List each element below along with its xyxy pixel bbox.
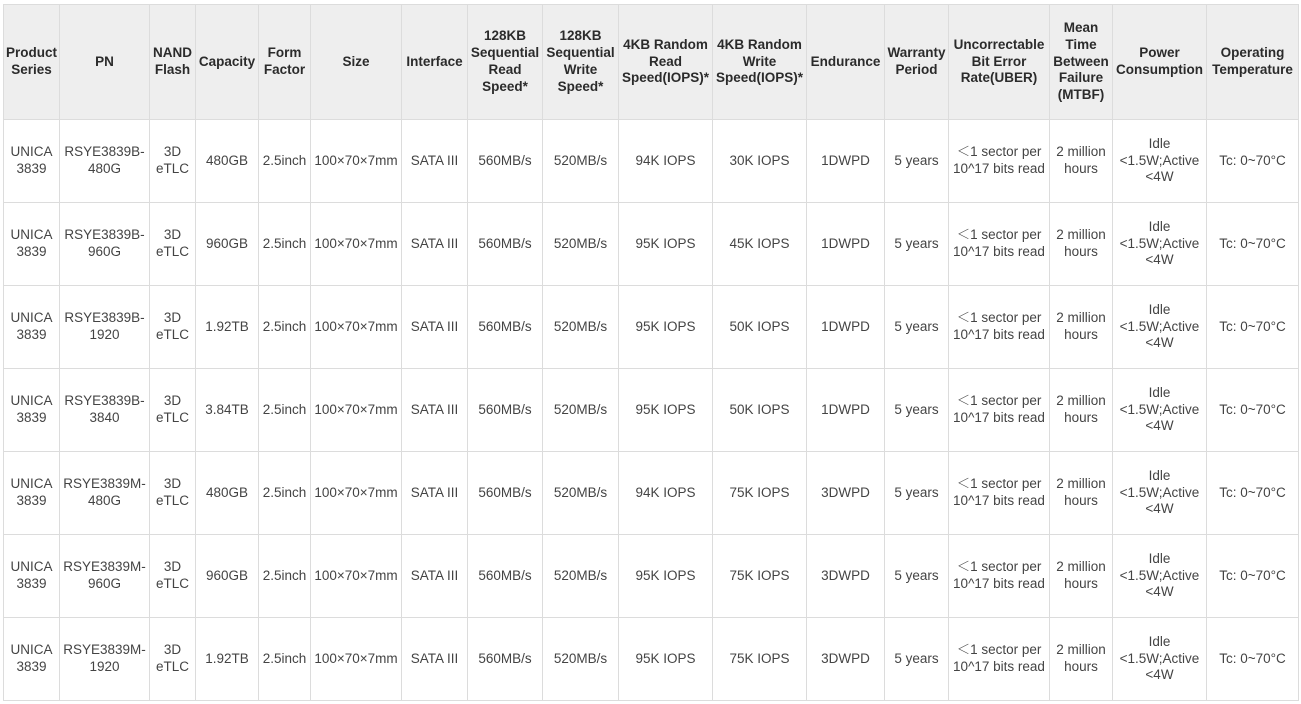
cell-capacity: 960GB (196, 203, 259, 286)
header-seq-read: 128KB Sequential Read Speed* (468, 5, 543, 120)
cell-seq-read: 560MB/s (468, 369, 543, 452)
cell-temperature: Tc: 0~70°C (1207, 452, 1299, 535)
cell-capacity: 480GB (196, 120, 259, 203)
cell-capacity: 960GB (196, 535, 259, 618)
cell-uber: ＜1 sector per 10^17 bits read (949, 203, 1050, 286)
cell-random-read: 94K IOPS (619, 120, 713, 203)
cell-interface: SATA III (402, 120, 468, 203)
table-row (4, 535, 1299, 618)
table-header (4, 5, 1299, 120)
cell-product-series: UNICA 3839 (4, 369, 60, 452)
cell-uber: ＜1 sector per 10^17 bits read (949, 120, 1050, 203)
header-pn: PN (60, 5, 150, 120)
cell-seq-read: 560MB/s (468, 120, 543, 203)
header-product-series: Product Series (4, 5, 60, 120)
cell-temperature: Tc: 0~70°C (1207, 369, 1299, 452)
cell-form-factor: 2.5inch (259, 286, 311, 369)
cell-uber: ＜1 sector per 10^17 bits read (949, 535, 1050, 618)
cell-random-write: 75K IOPS (713, 618, 807, 701)
cell-form-factor: 2.5inch (259, 535, 311, 618)
cell-random-write: 75K IOPS (713, 452, 807, 535)
cell-form-factor: 2.5inch (259, 203, 311, 286)
table-body (4, 120, 1299, 701)
cell-size: 100×70×7mm (311, 120, 402, 203)
cell-random-write: 50K IOPS (713, 286, 807, 369)
cell-seq-write: 520MB/s (543, 618, 619, 701)
cell-pn: RSYE3839M-1920 (60, 618, 150, 701)
cell-pn: RSYE3839M-960G (60, 535, 150, 618)
cell-form-factor: 2.5inch (259, 369, 311, 452)
header-seq-write: 128KB Sequential Write Speed* (543, 5, 619, 120)
cell-size: 100×70×7mm (311, 618, 402, 701)
header-nand-flash: NAND Flash (150, 5, 196, 120)
cell-nand-flash: 3D eTLC (150, 369, 196, 452)
cell-product-series: UNICA 3839 (4, 452, 60, 535)
header-random-read: 4KB Random Read Speed(IOPS)* (619, 5, 713, 120)
cell-temperature: Tc: 0~70°C (1207, 120, 1299, 203)
cell-endurance: 1DWPD (807, 203, 885, 286)
cell-mtbf: 2 million hours (1050, 452, 1113, 535)
cell-form-factor: 2.5inch (259, 618, 311, 701)
cell-random-write: 75K IOPS (713, 535, 807, 618)
cell-form-factor: 2.5inch (259, 120, 311, 203)
cell-random-write: 50K IOPS (713, 369, 807, 452)
cell-seq-read: 560MB/s (468, 286, 543, 369)
cell-size: 100×70×7mm (311, 369, 402, 452)
header-form-factor: Form Factor (259, 5, 311, 120)
cell-nand-flash: 3D eTLC (150, 120, 196, 203)
cell-mtbf: 2 million hours (1050, 618, 1113, 701)
cell-endurance: 1DWPD (807, 286, 885, 369)
cell-seq-write: 520MB/s (543, 203, 619, 286)
cell-capacity: 1.92TB (196, 286, 259, 369)
cell-seq-read: 560MB/s (468, 618, 543, 701)
header-row (4, 5, 1299, 120)
cell-endurance: 1DWPD (807, 120, 885, 203)
header-uber: Uncorrectable Bit Error Rate(UBER) (949, 5, 1050, 120)
cell-nand-flash: 3D eTLC (150, 618, 196, 701)
cell-random-write: 45K IOPS (713, 203, 807, 286)
cell-mtbf: 2 million hours (1050, 535, 1113, 618)
cell-interface: SATA III (402, 203, 468, 286)
header-random-write: 4KB Random Write Speed(IOPS)* (713, 5, 807, 120)
table-row (4, 369, 1299, 452)
header-size: Size (311, 5, 402, 120)
cell-seq-read: 560MB/s (468, 452, 543, 535)
cell-uber: ＜1 sector per 10^17 bits read (949, 369, 1050, 452)
cell-product-series: UNICA 3839 (4, 535, 60, 618)
cell-seq-write: 520MB/s (543, 369, 619, 452)
cell-nand-flash: 3D eTLC (150, 286, 196, 369)
cell-pn: RSYE3839B-480G (60, 120, 150, 203)
cell-size: 100×70×7mm (311, 452, 402, 535)
product-spec-table (3, 4, 1299, 701)
cell-temperature: Tc: 0~70°C (1207, 535, 1299, 618)
cell-size: 100×70×7mm (311, 535, 402, 618)
cell-capacity: 480GB (196, 452, 259, 535)
cell-endurance: 3DWPD (807, 452, 885, 535)
cell-endurance: 3DWPD (807, 535, 885, 618)
cell-mtbf: 2 million hours (1050, 369, 1113, 452)
cell-interface: SATA III (402, 618, 468, 701)
header-temperature: Operating Temperature (1207, 5, 1299, 120)
cell-uber: ＜1 sector per 10^17 bits read (949, 618, 1050, 701)
cell-power: Idle <1.5W;Active <4W (1113, 452, 1207, 535)
cell-form-factor: 2.5inch (259, 452, 311, 535)
cell-warranty: 5 years (885, 286, 949, 369)
cell-interface: SATA III (402, 369, 468, 452)
header-mtbf: Mean Time Between Failure (MTBF) (1050, 5, 1113, 120)
cell-warranty: 5 years (885, 452, 949, 535)
cell-random-read: 95K IOPS (619, 369, 713, 452)
cell-interface: SATA III (402, 535, 468, 618)
cell-pn: RSYE3839B-960G (60, 203, 150, 286)
cell-temperature: Tc: 0~70°C (1207, 618, 1299, 701)
cell-product-series: UNICA 3839 (4, 286, 60, 369)
cell-uber: ＜1 sector per 10^17 bits read (949, 286, 1050, 369)
cell-seq-write: 520MB/s (543, 535, 619, 618)
cell-power: Idle <1.5W;Active <4W (1113, 203, 1207, 286)
cell-warranty: 5 years (885, 203, 949, 286)
cell-nand-flash: 3D eTLC (150, 535, 196, 618)
header-interface: Interface (402, 5, 468, 120)
cell-temperature: Tc: 0~70°C (1207, 286, 1299, 369)
cell-power: Idle <1.5W;Active <4W (1113, 286, 1207, 369)
cell-power: Idle <1.5W;Active <4W (1113, 369, 1207, 452)
cell-warranty: 5 years (885, 120, 949, 203)
table-row (4, 203, 1299, 286)
cell-endurance: 3DWPD (807, 618, 885, 701)
cell-pn: RSYE3839B-3840 (60, 369, 150, 452)
cell-uber: ＜1 sector per 10^17 bits read (949, 452, 1050, 535)
cell-endurance: 1DWPD (807, 369, 885, 452)
cell-random-write: 30K IOPS (713, 120, 807, 203)
cell-random-read: 95K IOPS (619, 286, 713, 369)
table-row (4, 120, 1299, 203)
cell-seq-write: 520MB/s (543, 286, 619, 369)
cell-nand-flash: 3D eTLC (150, 203, 196, 286)
header-warranty: Warranty Period (885, 5, 949, 120)
cell-power: Idle <1.5W;Active <4W (1113, 120, 1207, 203)
table-row (4, 452, 1299, 535)
cell-pn: RSYE3839M-480G (60, 452, 150, 535)
cell-mtbf: 2 million hours (1050, 286, 1113, 369)
cell-seq-read: 560MB/s (468, 535, 543, 618)
cell-temperature: Tc: 0~70°C (1207, 203, 1299, 286)
table-row (4, 618, 1299, 701)
cell-mtbf: 2 million hours (1050, 203, 1113, 286)
header-power: Power Consumption (1113, 5, 1207, 120)
cell-product-series: UNICA 3839 (4, 618, 60, 701)
cell-mtbf: 2 million hours (1050, 120, 1113, 203)
cell-seq-write: 520MB/s (543, 120, 619, 203)
cell-size: 100×70×7mm (311, 203, 402, 286)
cell-random-read: 95K IOPS (619, 203, 713, 286)
cell-interface: SATA III (402, 286, 468, 369)
cell-interface: SATA III (402, 452, 468, 535)
cell-power: Idle <1.5W;Active <4W (1113, 535, 1207, 618)
cell-random-read: 95K IOPS (619, 535, 713, 618)
cell-nand-flash: 3D eTLC (150, 452, 196, 535)
header-capacity: Capacity (196, 5, 259, 120)
cell-product-series: UNICA 3839 (4, 120, 60, 203)
cell-random-read: 94K IOPS (619, 452, 713, 535)
cell-product-series: UNICA 3839 (4, 203, 60, 286)
cell-warranty: 5 years (885, 535, 949, 618)
cell-capacity: 3.84TB (196, 369, 259, 452)
cell-size: 100×70×7mm (311, 286, 402, 369)
table-row (4, 286, 1299, 369)
cell-pn: RSYE3839B-1920 (60, 286, 150, 369)
cell-power: Idle <1.5W;Active <4W (1113, 618, 1207, 701)
cell-random-read: 95K IOPS (619, 618, 713, 701)
cell-warranty: 5 years (885, 369, 949, 452)
cell-seq-write: 520MB/s (543, 452, 619, 535)
header-endurance: Endurance (807, 5, 885, 120)
cell-seq-read: 560MB/s (468, 203, 543, 286)
cell-warranty: 5 years (885, 618, 949, 701)
cell-capacity: 1.92TB (196, 618, 259, 701)
